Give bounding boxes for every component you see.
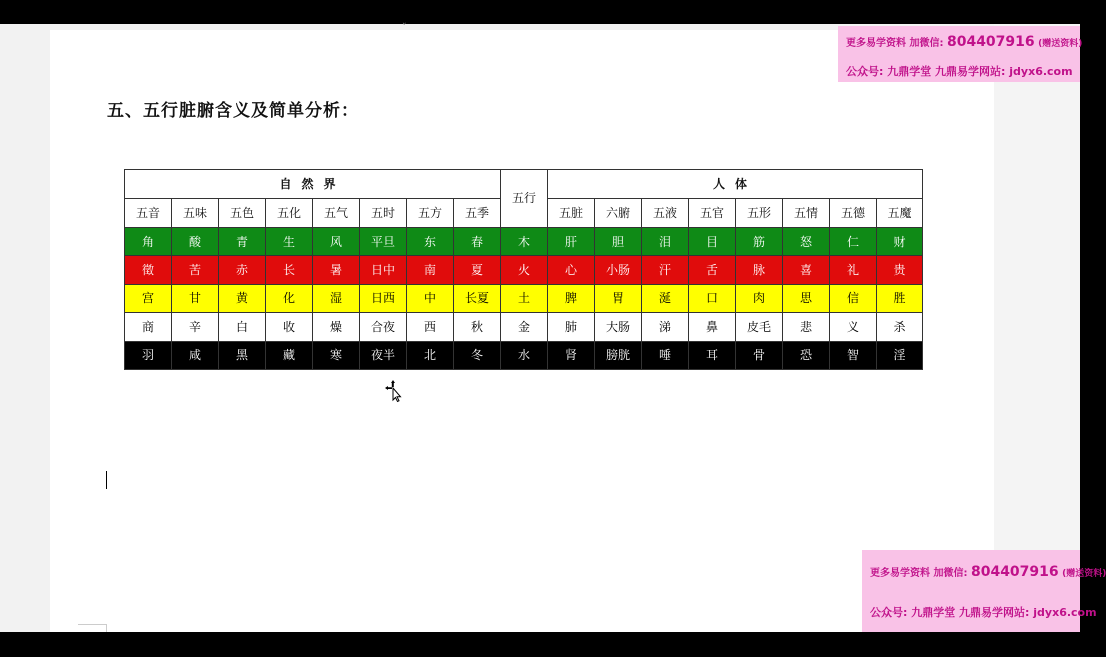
column-header: 五时 (360, 199, 407, 227)
table-cell: 汗 (642, 256, 689, 284)
table-cell: 冬 (454, 341, 501, 369)
table-cell: 贵 (877, 256, 923, 284)
ad-label: 更多易学资料 加微信: (846, 38, 944, 49)
table-cell: 藏 (266, 341, 313, 369)
table-cell: 酸 (172, 227, 219, 255)
column-header: 五方 (407, 199, 454, 227)
table-cell: 思 (783, 284, 830, 312)
table-body (125, 227, 923, 369)
table-cell: 膀胱 (595, 341, 642, 369)
table-cell: 火 (501, 256, 548, 284)
table-cell: 肺 (548, 313, 595, 341)
table-cell: 脉 (736, 256, 783, 284)
ad-label: 更多易学资料 加微信: (870, 568, 968, 579)
table-cell: 义 (830, 313, 877, 341)
column-header: 五脏 (548, 199, 595, 227)
table-cell: 心 (548, 256, 595, 284)
table-cell: 礼 (830, 256, 877, 284)
table-cell: 胜 (877, 284, 923, 312)
section-nature-header: 自然界 (125, 170, 501, 199)
table-cell: 角 (125, 227, 172, 255)
column-header: 五情 (783, 199, 830, 227)
table-cell: 涎 (642, 284, 689, 312)
table-cell: 寒 (313, 341, 360, 369)
table-cell: 筋 (736, 227, 783, 255)
table-cell: 木 (501, 227, 548, 255)
table-cell: 大肠 (595, 313, 642, 341)
table-cell: 羽 (125, 341, 172, 369)
ad-line-contact (870, 564, 1106, 580)
table-cell: 水 (501, 341, 548, 369)
bottom-black-bar (0, 632, 1080, 657)
text-caret (106, 471, 107, 489)
table-cell: 长夏 (454, 284, 501, 312)
column-header: 五味 (172, 199, 219, 227)
wuxing-table (124, 169, 923, 370)
table-cell: 日中 (360, 256, 407, 284)
table-row (125, 256, 923, 284)
watermark-banner-bottom (862, 550, 1106, 632)
table-cell: 日西 (360, 284, 407, 312)
ruler-marker: ˅ (402, 23, 407, 33)
table-cell: 杀 (877, 313, 923, 341)
table-cell: 合夜 (360, 313, 407, 341)
column-header: 五德 (830, 199, 877, 227)
column-header: 六腑 (595, 199, 642, 227)
ad-line-contact (846, 34, 1082, 50)
table-cell: 黄 (219, 284, 266, 312)
table-cell: 耳 (689, 341, 736, 369)
right-gutter (994, 24, 1083, 632)
table-cell: 脾 (548, 284, 595, 312)
table-cell: 收 (266, 313, 313, 341)
ad-wechat-number: 804407916 (946, 34, 1035, 50)
table-cell: 胃 (595, 284, 642, 312)
table-row (125, 284, 923, 312)
table-cell: 骨 (736, 341, 783, 369)
table-cell: 肉 (736, 284, 783, 312)
table-cell: 苦 (172, 256, 219, 284)
table-cell: 甘 (172, 284, 219, 312)
table-cell: 土 (501, 284, 548, 312)
table-cell: 化 (266, 284, 313, 312)
table-row (125, 341, 923, 369)
table-cell: 口 (689, 284, 736, 312)
table-cell: 徵 (125, 256, 172, 284)
ad-wechat-number: 804407916 (970, 564, 1059, 580)
table-cell: 商 (125, 313, 172, 341)
top-black-bar (0, 0, 1080, 24)
table-cell: 财 (877, 227, 923, 255)
table-cell: 夜半 (360, 341, 407, 369)
table-cell: 唾 (642, 341, 689, 369)
table-cell: 白 (219, 313, 266, 341)
table-cell: 悲 (783, 313, 830, 341)
table-cell: 咸 (172, 341, 219, 369)
table-cell: 肝 (548, 227, 595, 255)
ad-note: (赠送资料) (1062, 569, 1106, 579)
column-header: 五官 (689, 199, 736, 227)
column-header: 五音 (125, 199, 172, 227)
table-cell: 春 (454, 227, 501, 255)
table-cell: 淫 (877, 341, 923, 369)
table-cell: 平旦 (360, 227, 407, 255)
table-cell: 喜 (783, 256, 830, 284)
table-row (125, 313, 923, 341)
table-cell: 燥 (313, 313, 360, 341)
table-cell: 金 (501, 313, 548, 341)
table-cell: 仁 (830, 227, 877, 255)
table-cell: 肾 (548, 341, 595, 369)
table-cell: 鼻 (689, 313, 736, 341)
table-cell: 涕 (642, 313, 689, 341)
column-header: 五色 (219, 199, 266, 227)
table-cell: 辛 (172, 313, 219, 341)
table-cell: 北 (407, 341, 454, 369)
column-header: 五液 (642, 199, 689, 227)
table-cell: 胆 (595, 227, 642, 255)
table-cell: 小肠 (595, 256, 642, 284)
column-header: 五气 (313, 199, 360, 227)
table-cell: 长 (266, 256, 313, 284)
table-cell: 暑 (313, 256, 360, 284)
section-heading: 五、五行脏腑含义及简单分析： (107, 101, 359, 121)
table-cell: 舌 (689, 256, 736, 284)
wuxing-column-header: 五行 (501, 170, 548, 228)
table-cell: 中 (407, 284, 454, 312)
table-cell: 恐 (783, 341, 830, 369)
column-header: 五化 (266, 199, 313, 227)
table-cell: 信 (830, 284, 877, 312)
table-cell: 宫 (125, 284, 172, 312)
table-row (125, 227, 923, 255)
watermark-banner-top (838, 26, 1083, 82)
ad-line-website: 公众号: 九鼎学堂 九鼎易学网站: jdyx6.com (846, 65, 1073, 78)
table-cell: 风 (313, 227, 360, 255)
table-cell: 黑 (219, 341, 266, 369)
ad-note: (赠送资料) (1038, 39, 1083, 49)
table-cell: 皮毛 (736, 313, 783, 341)
column-header: 五形 (736, 199, 783, 227)
table-cell: 夏 (454, 256, 501, 284)
table-cell: 生 (266, 227, 313, 255)
table-cell: 怒 (783, 227, 830, 255)
table-cell: 泪 (642, 227, 689, 255)
table-cell: 目 (689, 227, 736, 255)
ad-line-website: 公众号: 九鼎学堂 九鼎易学网站: jdyx6.com (870, 606, 1097, 619)
mouse-pointer-move-icon (385, 380, 401, 402)
table-cell: 西 (407, 313, 454, 341)
column-header: 五季 (454, 199, 501, 227)
table-cell: 秋 (454, 313, 501, 341)
table-cell: 东 (407, 227, 454, 255)
table-cell: 智 (830, 341, 877, 369)
table-cell: 湿 (313, 284, 360, 312)
column-header: 五魔 (877, 199, 923, 227)
table-cell: 赤 (219, 256, 266, 284)
table-cell: 南 (407, 256, 454, 284)
table-cell: 青 (219, 227, 266, 255)
section-body-header: 人体 (548, 170, 923, 199)
